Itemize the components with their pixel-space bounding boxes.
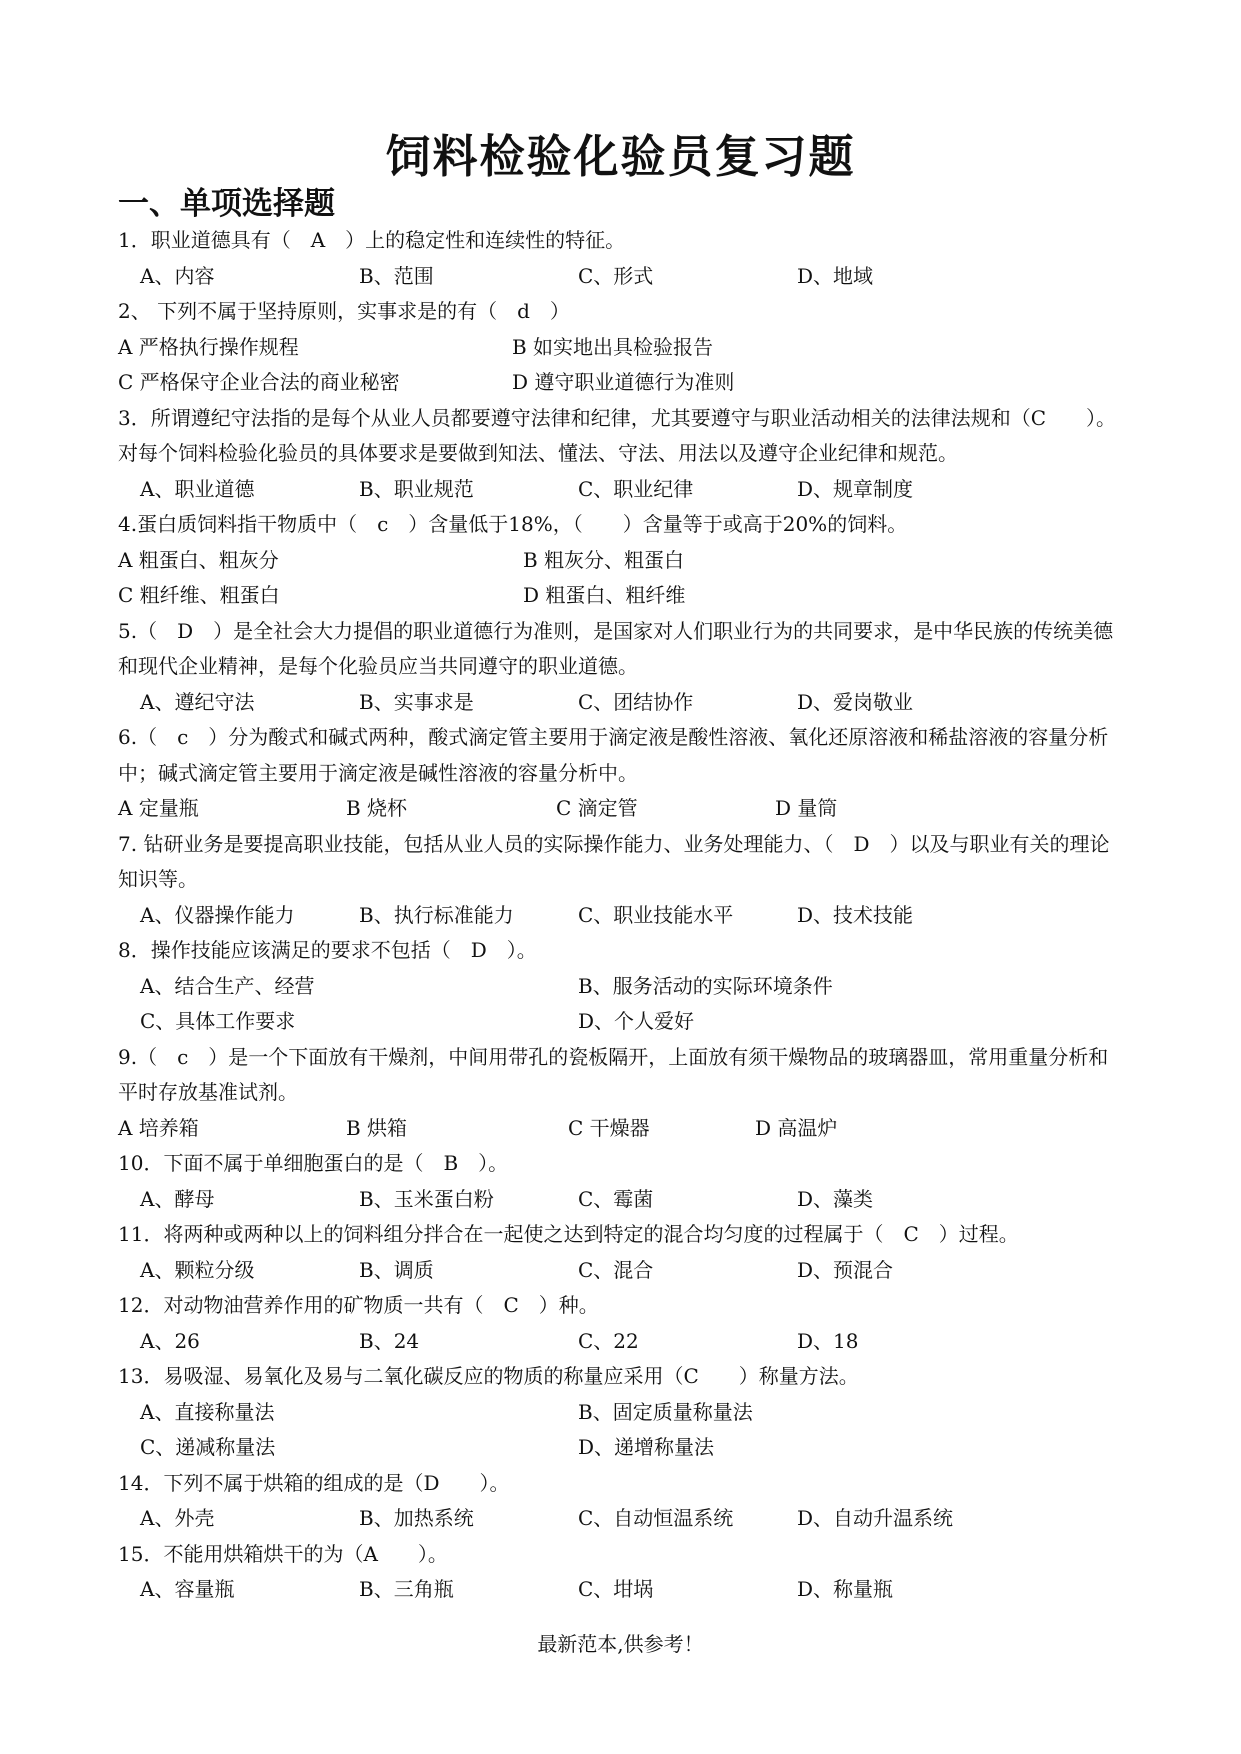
option-d: D、藻类 (797, 1186, 874, 1211)
option-c: C、职业纪律 (578, 476, 694, 501)
question-15: 15．不能用烘箱烘干的为（A ）。 (118, 1541, 448, 1566)
question-11: 11．将两种或两种以上的饲料组分拌合在一起使之达到特定的混合均匀度的过程属于（ C ）过程。 (118, 1222, 1019, 1246)
question-5-options (118, 685, 1128, 721)
option-d: D 量筒 (775, 796, 838, 820)
option-b: B、玉米蛋白粉 (359, 1186, 494, 1211)
option-c: C 严格保守企业合法的商业秘密 (118, 370, 400, 394)
question-3-options (118, 472, 1128, 508)
option-a: A、颗粒分级 (140, 1257, 255, 1282)
option-a: A、结合生产、经营 (140, 973, 315, 998)
option-d: D、个人爱好 (578, 1009, 695, 1033)
question-8: 8．操作技能应该满足的要求不包括（ D ）。 (118, 938, 537, 962)
question-13: 13．易吸湿、易氧化及易与二氧化碳反应的物质的称量应采用（C ）称量方法。 (118, 1364, 859, 1388)
section-heading: 一、单项选择题 (118, 186, 335, 222)
question-9: 9.（ c ）是一个下面放有干燥剂，中间用带孔的瓷板隔开，上面放有须干燥物品的玻璃器皿，常用重量分析和平时存放基准试剂。 (118, 1044, 1109, 1104)
option-c: C、22 (578, 1328, 639, 1353)
option-a: A、内容 (140, 263, 215, 288)
option-d: D、爱岗敬业 (797, 689, 914, 714)
option-a: A、遵纪守法 (140, 689, 255, 714)
option-b: B 如实地出具检验报告 (512, 334, 714, 359)
option-b: B、24 (359, 1328, 420, 1353)
option-b: B、服务活动的实际环境条件 (578, 973, 833, 998)
option-b: B、职业规范 (359, 476, 474, 501)
question-2: 2、 下列不属于坚持原则，实事求是的有（ d ） (118, 299, 570, 323)
question-12-options (118, 1324, 1128, 1360)
option-a: A、酵母 (140, 1186, 215, 1211)
question-1-options (118, 259, 1128, 295)
question-4-options-row-2 (118, 578, 1128, 614)
option-b: B、三角瓶 (359, 1577, 454, 1601)
question-4-options-row-1 (118, 543, 1128, 579)
option-a: A 培养箱 (118, 1115, 199, 1140)
question-13-options-row-2 (118, 1430, 1128, 1466)
option-a: A 粗蛋白、粗灰分 (118, 547, 279, 572)
option-c: C、霉菌 (578, 1186, 654, 1211)
option-d: D 遵守职业道德行为准则 (512, 370, 735, 394)
option-a: A、仪器操作能力 (140, 902, 295, 927)
option-d: D、地域 (797, 263, 874, 288)
option-b: B、加热系统 (359, 1506, 474, 1530)
question-5: 5.（ D ）是全社会大力提倡的职业道德行为准则，是国家对人们职业行为的共同要求，是中华民族的传统美德和现代企业精神，是每个化验员应当共同遵守的职业道德。 (118, 618, 1114, 678)
option-c: C、坩埚 (578, 1577, 654, 1601)
question-10-options (118, 1182, 1128, 1218)
option-c: C、具体工作要求 (140, 1009, 296, 1033)
option-c: C、形式 (578, 263, 654, 288)
option-b: B 粗灰分、粗蛋白 (523, 547, 685, 572)
option-d: D、技术技能 (797, 902, 914, 927)
option-d: D、称量瓶 (797, 1577, 894, 1601)
question-1: 1．职业道德具有（ A ）上的稳定性和连续性的特征。 (118, 228, 626, 252)
option-d: D、规章制度 (797, 476, 914, 501)
option-a: A 严格执行操作规程 (118, 334, 299, 359)
option-c: C、自动恒温系统 (578, 1506, 734, 1530)
question-12: 12．对动物油营养作用的矿物质一共有（ C ）种。 (118, 1293, 599, 1317)
question-6-options (118, 791, 1128, 827)
question-list (118, 223, 1128, 1608)
question-13-options-row-1 (118, 1395, 1128, 1431)
question-4: 4.蛋白质饲料指干物质中（ c ）含量低于18%，（ ）含量等于或高于20%的饲料。 (118, 512, 908, 536)
option-c: C 粗纤维、粗蛋白 (118, 583, 280, 607)
option-b: B、固定质量称量法 (578, 1399, 753, 1424)
question-3: 3．所谓遵纪守法指的是每个从业人员都要遵守法律和纪律，尤其要遵守与职业活动相关的法律法规和（C ）。对每个饲料检验化验员的具体要求是要做到知法、懂法、守法、用法以及遵守企业纪律和规范。 (118, 405, 1117, 465)
option-c: C 干燥器 (568, 1115, 650, 1140)
option-a: A、直接称量法 (140, 1399, 275, 1424)
page-footer: 最新范本,供参考！ (537, 1632, 704, 1656)
option-d: D、递增称量法 (578, 1435, 715, 1459)
question-7-options (118, 898, 1128, 934)
question-7: 7. 钻研业务是要提高职业技能，包括从业人员的实际操作能力、业务处理能力、（ D ）以及与职业有关的理论知识等。 (118, 831, 1110, 891)
question-2-options-row-1 (118, 330, 1128, 366)
option-c: C、混合 (578, 1257, 654, 1282)
question-11-options (118, 1253, 1128, 1289)
option-b: B 烧杯 (346, 796, 408, 820)
question-14: 14．下列不属于烘箱的组成的是（D ）。 (118, 1470, 510, 1495)
option-d: D 粗蛋白、粗纤维 (523, 583, 686, 607)
question-6: 6.（ c ）分为酸式和碱式两种，酸式滴定管主要用于滴定液是酸性溶液、氧化还原溶液和稀盐溶液的容量分析中；碱式滴定管主要用于滴定液是碱性溶液的容量分析中。 (118, 725, 1109, 785)
question-9-options (118, 1111, 1128, 1147)
question-2-options-row-2 (118, 365, 1128, 401)
question-8-options-row-2 (118, 1004, 1128, 1040)
option-a: A、职业道德 (140, 476, 255, 501)
option-d: D、预混合 (797, 1257, 894, 1282)
option-d: D 高温炉 (755, 1115, 838, 1140)
question-10: 10．下面不属于单细胞蛋白的是（ B ）。 (118, 1151, 509, 1175)
option-c: C 滴定管 (556, 796, 638, 820)
option-b: B、实事求是 (359, 689, 474, 714)
question-15-options (118, 1572, 1128, 1608)
option-c: C、职业技能水平 (578, 902, 734, 927)
option-a: A 定量瓶 (118, 796, 199, 820)
option-c: C、团结协作 (578, 689, 694, 714)
option-b: B、范围 (359, 263, 434, 288)
option-c: C、递减称量法 (140, 1435, 276, 1459)
option-a: A、26 (140, 1328, 200, 1353)
option-a: A、容量瓶 (140, 1577, 235, 1601)
option-d: D、自动升温系统 (797, 1506, 954, 1530)
option-d: D、18 (797, 1328, 859, 1353)
option-b: B 烘箱 (346, 1115, 408, 1140)
option-b: B、调质 (359, 1257, 434, 1282)
option-a: A、外壳 (140, 1506, 215, 1530)
document-title: 饲料检验化验员复习题 (385, 130, 856, 183)
question-14-options (118, 1501, 1128, 1537)
option-b: B、执行标准能力 (359, 902, 514, 927)
question-8-options-row-1 (118, 969, 1128, 1005)
